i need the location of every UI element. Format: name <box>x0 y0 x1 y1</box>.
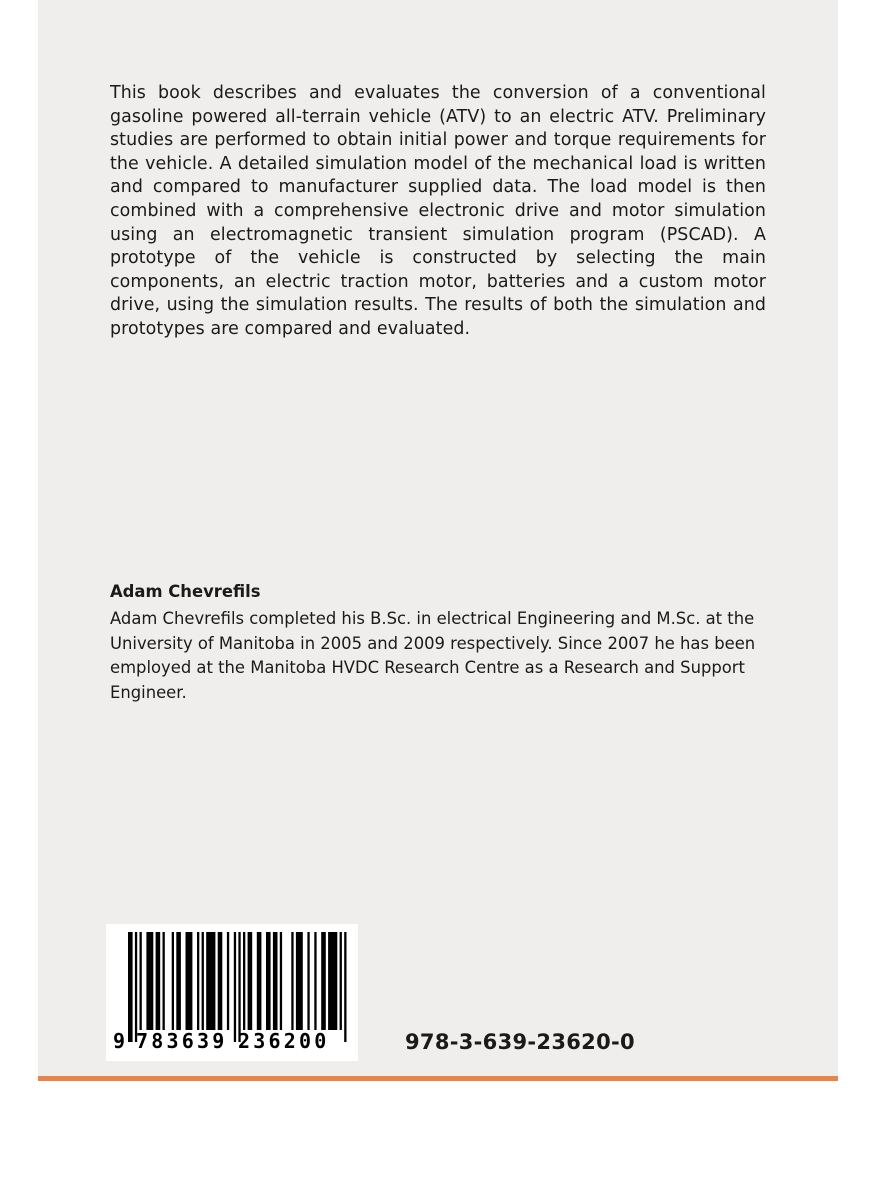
barcode-bar <box>163 932 165 1030</box>
book-description: This book describes and evaluates the conversion of a conventional gasoline powered all-terrain vehicle (ATV) to an electric ATV. Preliminary studies are performed to obtain initial power and torque requirements for the vehicle. A detailed simulation model of the mechanical load is written and compared to manufacturer supplied data. The load model is then combined with a comprehensive electronic drive and motor simulation using an electromagnetic transient simulation program (PSCAD). A prototype of the vehicle is constructed by selecting the main components, an electric traction motor, batteries and a custom motor drive, using the simulation results. The results of both the simulation and prototypes are compared and evaluated. <box>110 83 766 339</box>
barcode-bar <box>243 932 245 1030</box>
barcode-bar <box>273 932 278 1030</box>
barcode-bar <box>197 932 199 1030</box>
barcode-bar <box>128 932 133 1042</box>
barcode-right-group: 236200 <box>238 1029 330 1053</box>
barcode-bar <box>156 932 161 1030</box>
barcode-bar <box>227 932 229 1030</box>
barcode-bar <box>176 932 181 1030</box>
barcode-bar <box>344 932 346 1042</box>
barcode-bar <box>135 932 137 1042</box>
barcode-first-digit: 9 <box>113 1029 126 1053</box>
isbn-barcode <box>106 924 358 1061</box>
barcode-bar <box>248 932 253 1030</box>
barcode-bar <box>328 932 337 1030</box>
barcode-left-group: 783639 <box>136 1029 228 1053</box>
barcode-bar <box>257 932 262 1030</box>
barcode-bar <box>206 932 215 1030</box>
barcode-bar <box>307 932 309 1030</box>
barcode-bar <box>218 932 223 1030</box>
barcode-bar <box>266 932 271 1030</box>
author-bio: Adam Chevrefils completed his B.Sc. in electrical Engineering and M.Sc. at the University of Manitoba in 2005 and 2009 respectively. Since 2007 he has been employed at the Manitoba HVDC Research Centre as a Research and Support Engineer. <box>110 609 756 702</box>
barcode-bar <box>291 932 293 1030</box>
barcode-bar <box>280 932 282 1030</box>
barcode-bar <box>234 932 236 1042</box>
barcode-bar <box>140 932 142 1030</box>
barcode-bar <box>172 932 174 1030</box>
barcode-bar <box>296 932 303 1030</box>
author-name: Adam Chevrefils <box>110 582 261 601</box>
isbn-number: 978-3-639-23620-0 <box>405 1030 635 1054</box>
barcode-digits <box>106 1029 358 1059</box>
barcode-bar <box>314 932 316 1030</box>
barcode-bar <box>238 932 240 1042</box>
accent-rule <box>38 1076 838 1081</box>
barcode-bar <box>186 932 193 1030</box>
barcode-bar <box>340 932 342 1030</box>
barcode-bar <box>146 932 153 1030</box>
barcode-bar <box>321 932 326 1030</box>
barcode-bar <box>202 932 204 1030</box>
